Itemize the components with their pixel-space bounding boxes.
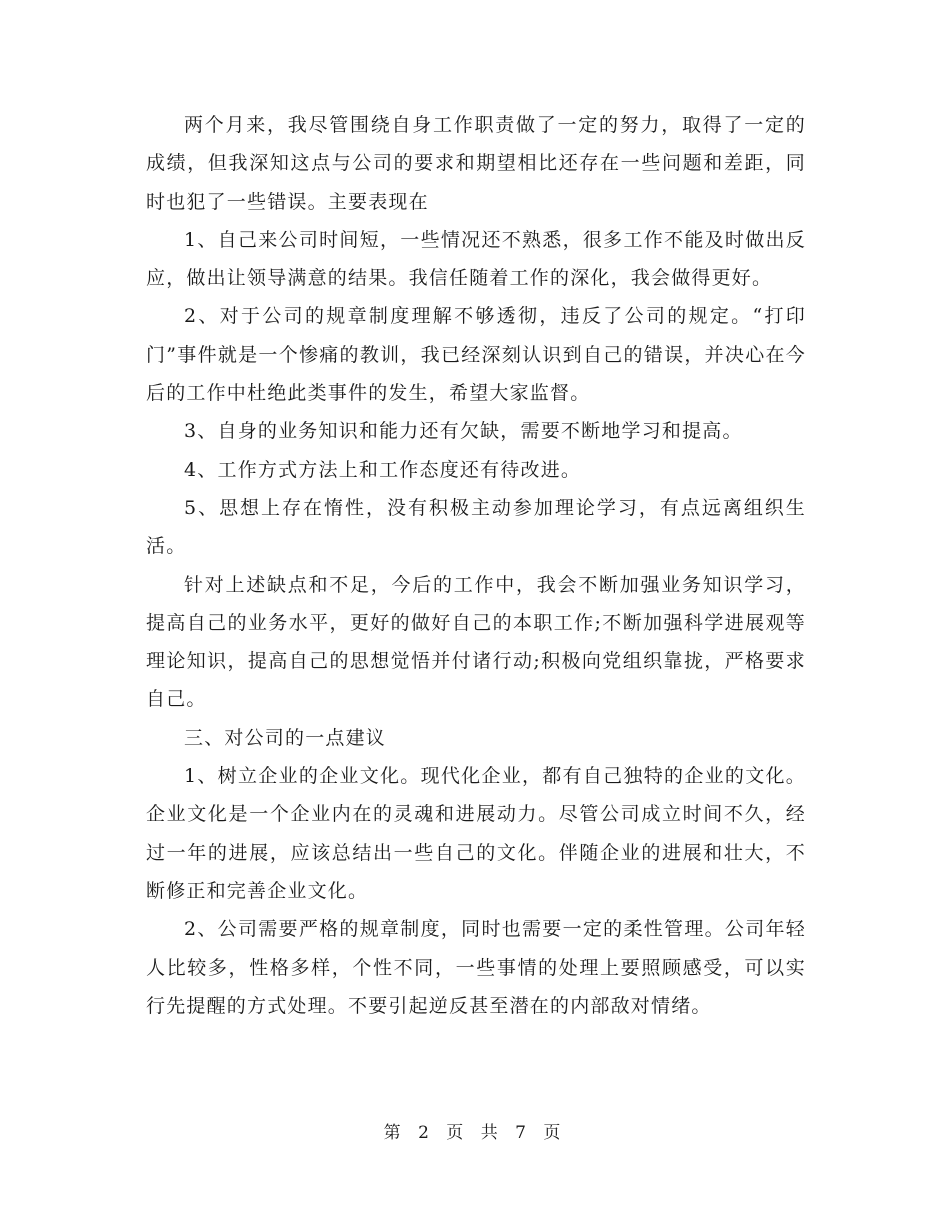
paragraph-improvement: 针对上述缺点和不足，今后的工作中，我会不断加强业务知识学习，提高自己的业务水平，更好的做好自己的本职工作;不断加强科学进展观等理论知识，提高自己的思想觉悟并付诸行动;积极向党组织靠拢，严格要求自己。 xyxy=(146,573,806,711)
paragraph-intro: 两个月来，我尽管围绕自身工作职责做了一定的努力，取得了一定的成绩，但我深知这点与公司的要求和期望相比还存在一些问题和差距，同时也犯了一些错误。主要表现在 xyxy=(146,114,806,213)
paragraph-point-1: 1、自己来公司时间短，一些情况还不熟悉，很多工作不能及时做出反应，做出让领导满意的结果。我信任随着工作的深化，我会做得更好。 xyxy=(146,228,806,290)
paragraph-suggestion-2: 2、公司需要严格的规章制度，同时也需要一定的柔性管理。公司年轻人比较多，性格多样，个性不同，一些事情的处理上要照顾感受，可以实行先提醒的方式处理。不要引起逆反甚至潜在的内部敌对情绪。 xyxy=(146,918,806,1017)
section-heading-suggestions: 三、对公司的一点建议 xyxy=(184,726,387,749)
page-number-footer: 第 2 页 共 7 页 xyxy=(383,1123,567,1143)
paragraph-point-2: 2、对于公司的规章制度理解不够透彻，违反了公司的规定。“打印门”事件就是一个惨痛的教训，我已经深刻认识到自己的错误，并决心在今后的工作中杜绝此类事件的发生，希望大家监督。 xyxy=(146,305,806,405)
paragraph-point-4: 4、工作方式方法上和工作态度还有待改进。 xyxy=(184,458,582,481)
document-body xyxy=(146,106,806,1025)
paragraph-point-5: 5、思想上存在惰性，没有积极主动参加理论学习，有点远离组织生活。 xyxy=(146,496,806,558)
paragraph-point-3: 3、自身的业务知识和能力还有欠缺，需要不断地学习和提高。 xyxy=(184,420,743,443)
paragraph-suggestion-1: 1、树立企业的企业文化。现代化企业，都有自己独特的企业的文化。企业文化是一个企业内在的灵魂和进展动力。尽管公司成立时间不久，经过一年的进展，应该总结出一些自己的文化。伴随企业的进展和壮大，不断修正和完善企业文化。 xyxy=(146,765,806,902)
